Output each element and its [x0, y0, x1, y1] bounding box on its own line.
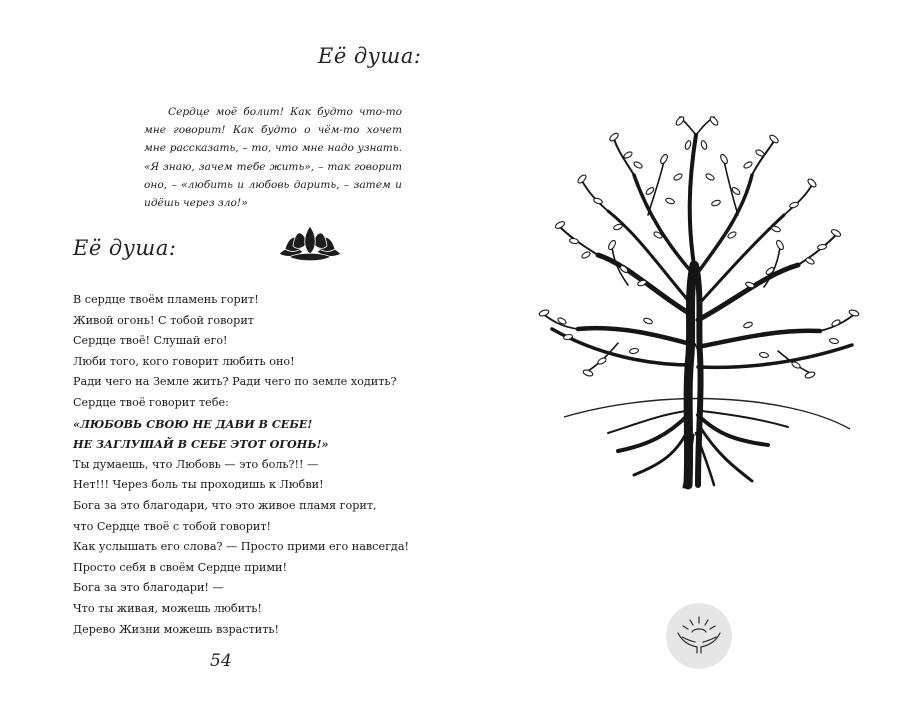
poem-line: Просто себя в своём Сердце прими! — [73, 560, 287, 574]
poem — [73, 290, 433, 640]
poem-line: Люби того, кого говорит любить оно! — [73, 354, 295, 368]
poem-line: Ты думаешь, что Любовь — это боль?!! — — [73, 457, 319, 471]
lotus-icon — [277, 224, 343, 264]
poem-line: Дерево Жизни можешь взрастить! — [73, 622, 280, 636]
tree-of-life-illustration — [538, 115, 860, 490]
poem-line: Бога за это благодари, что это живое пламя горит, — [73, 498, 377, 512]
poem-line: Сердце твоё говорит тебе: — [73, 395, 229, 409]
poem-line: Нет!!! Через боль ты проходишь к Любви! — [73, 478, 324, 492]
heading-her-soul: Её душа: — [73, 236, 177, 260]
poem-line: что Сердце твоё с тобой говорит! — [73, 519, 272, 533]
poem-line: Бога за это благодари! — — [73, 581, 224, 595]
poem-line: Как услышать его слова? — Просто прими его навсегда! — [73, 540, 409, 554]
hands-sun-seal-icon — [666, 603, 732, 669]
poem-line: Живой огонь! С тобой говорит — [73, 313, 254, 327]
poem-line: В сердце твоём пламень горит! — [73, 293, 259, 306]
intro-paragraph: Сердце моё болит! Как будто что-то мне говорит! Как будто о чём-то хочет мне рассказать, – то, что мне надо узнать. «Я знаю, зачем тебе жить», – так говорит оно, – «любить и любовь дарить, – затем и идёшь через зло!» — [144, 106, 402, 210]
poem-line: Ради чего на Земле жить? Ради чего по земле ходить? — [73, 375, 397, 389]
poem-line: Сердце твоё! Слушай его! — [73, 334, 228, 348]
poem-line-emphasis: НЕ ЗАГЛУШАЙ В СЕБЕ ЭТОТ ОГОНЬ!» — [73, 437, 329, 452]
poem-line-emphasis: «ЛЮБОВЬ СВОЮ НЕ ДАВИ В СЕБЕ! — [73, 416, 313, 431]
poem-line: Что ты живая, можешь любить! — [73, 601, 262, 615]
page-number: 54 — [210, 651, 232, 671]
heading-her-soul-top: Её душа: — [318, 44, 422, 68]
